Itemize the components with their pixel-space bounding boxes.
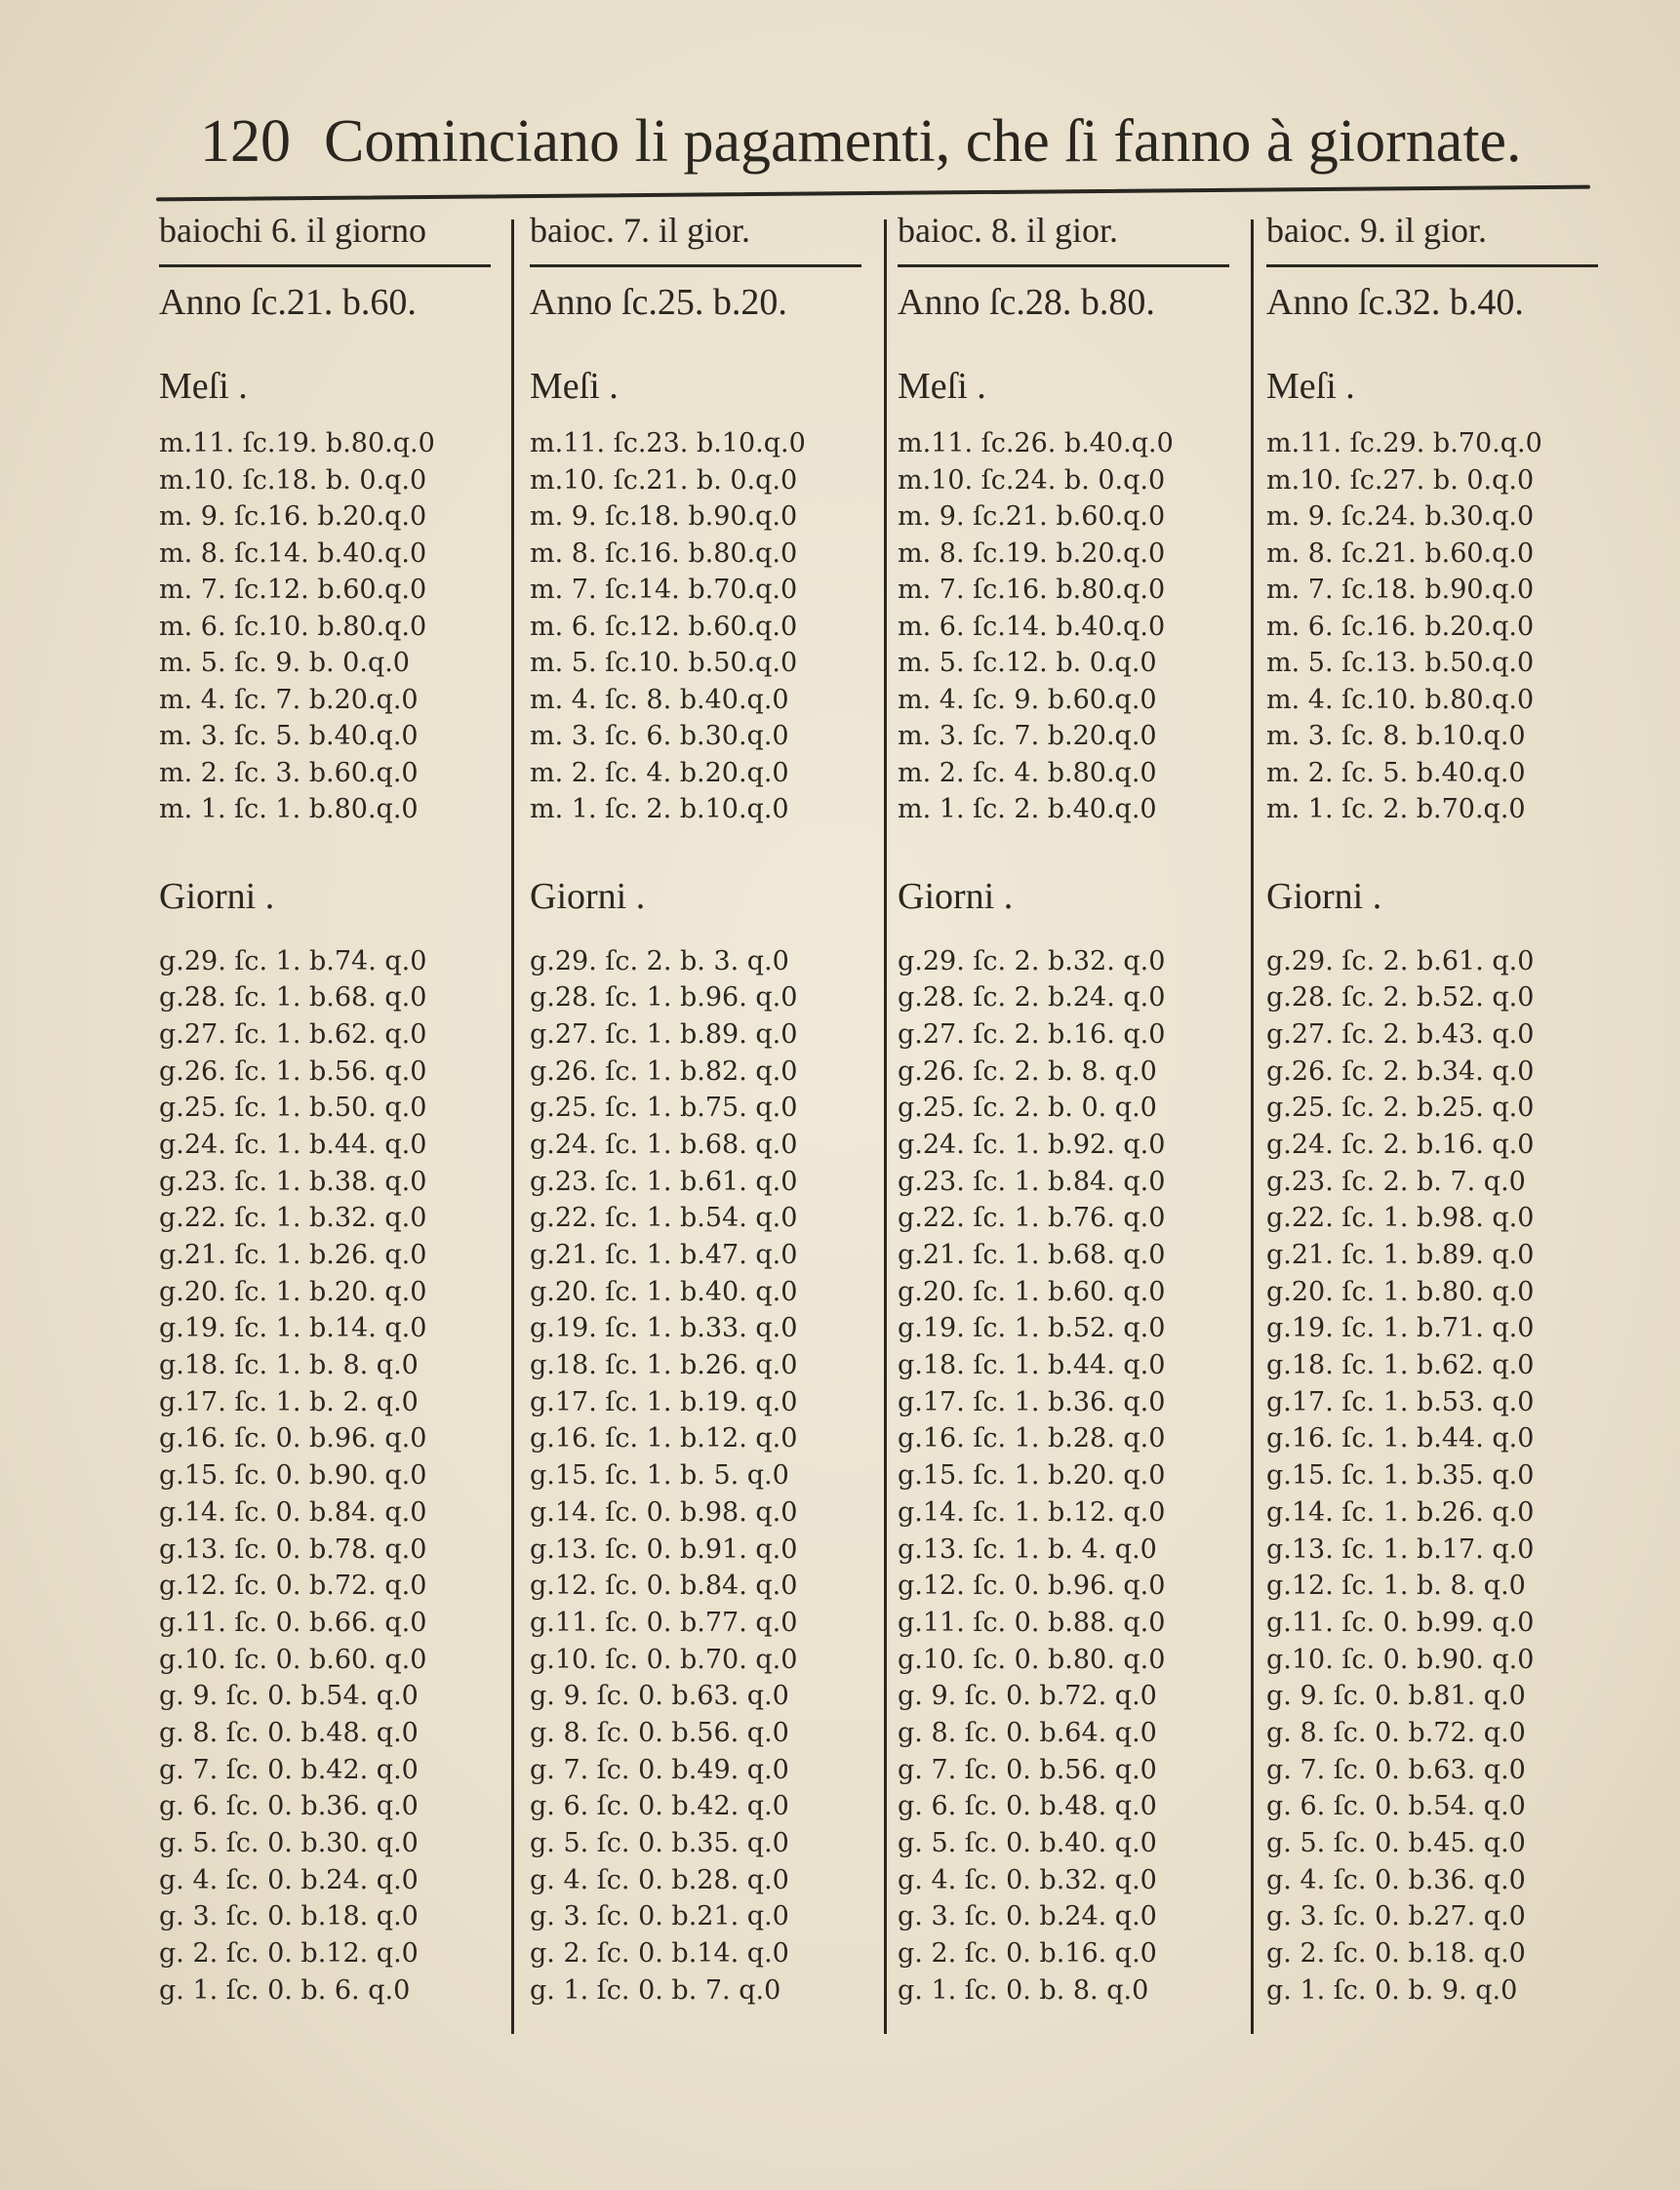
months-label: Meſi . (530, 366, 619, 407)
months-list (898, 425, 1259, 828)
annual-total: Anno ſc.25. b.20. (530, 282, 787, 323)
months-label: Meſi . (1266, 366, 1355, 407)
month-row: m. 7. ſc.14. b.70.q.0 (530, 575, 798, 605)
day-row: g.16. ſc. 0. b.96. q.0 (159, 1423, 427, 1454)
annual-total: Anno ſc.21. b.60. (159, 282, 417, 323)
rate-column (1266, 210, 1627, 2009)
month-row: m. 5. ſc.12. b. 0.q.0 (898, 648, 1157, 678)
column-header: baiochi 6. il giorno (159, 211, 426, 250)
month-row: m.10. ſc.24. b. 0.q.0 (898, 464, 1166, 496)
day-row: g.21. ſc. 1. b.89. q.0 (1266, 1240, 1535, 1270)
day-row: g.15. ſc. 1. b.35. q.0 (1266, 1460, 1535, 1492)
month-row: m.10. ſc.18. b. 0.q.0 (159, 464, 427, 496)
day-row: g. 8. ſc. 0. b.64. q.0 (898, 1717, 1157, 1748)
header-rule (159, 264, 491, 267)
day-row: g.17. ſc. 1. b.36. q.0 (898, 1386, 1166, 1417)
page-title: Cominciano li pagamenti, che ſi fanno à giornate. (324, 108, 1522, 175)
days-list (159, 943, 520, 2010)
month-row: m. 4. ſc. 7. b.20.q.0 (159, 684, 419, 715)
day-row: g.19. ſc. 1. b.52. q.0 (898, 1313, 1166, 1344)
day-row: g.17. ſc. 1. b. 2. q.0 (159, 1386, 419, 1417)
day-row: g.11. ſc. 0. b.77. q.0 (530, 1607, 798, 1638)
day-row: g.19. ſc. 1. b.33. q.0 (530, 1313, 798, 1344)
day-row: g.10. ſc. 0. b.60. q.0 (159, 1644, 427, 1675)
day-row: g.16. ſc. 1. b.28. q.0 (898, 1423, 1166, 1454)
day-row: g.10. ſc. 0. b.70. q.0 (530, 1644, 798, 1675)
day-row: g.29. ſc. 2. b. 3. q.0 (530, 945, 789, 976)
day-row: g. 4. ſc. 0. b.24. q.0 (159, 1864, 419, 1895)
day-row: g. 7. ſc. 0. b.42. q.0 (159, 1754, 419, 1785)
day-row: g.24. ſc. 2. b.16. q.0 (1266, 1129, 1535, 1160)
month-row: m. 9. ſc.16. b.20.q.0 (159, 501, 427, 532)
column-header: baioc. 9. il gior. (1266, 211, 1487, 250)
day-row: g.27. ſc. 1. b.62. q.0 (159, 1018, 427, 1050)
months-list (530, 425, 891, 828)
day-row: g. 6. ſc. 0. b.42. q.0 (530, 1791, 789, 1822)
day-row: g.21. ſc. 1. b.68. q.0 (898, 1240, 1166, 1270)
month-row: m. 2. ſc. 3. b.60.q.0 (159, 757, 419, 788)
month-row: m. 2. ſc. 4. b.20.q.0 (530, 757, 789, 788)
month-row: m. 6. ſc.10. b.80.q.0 (159, 611, 427, 642)
day-row: g. 9. ſc. 0. b.72. q.0 (898, 1681, 1157, 1712)
month-row: m. 3. ſc. 7. b.20.q.0 (898, 721, 1157, 751)
day-row: g.24. ſc. 1. b.44. q.0 (159, 1129, 427, 1160)
day-row: g.16. ſc. 1. b.44. q.0 (1266, 1423, 1535, 1454)
month-row: m. 9. ſc.18. b.90.q.0 (530, 501, 798, 532)
day-row: g.28. ſc. 1. b.96. q.0 (530, 982, 798, 1014)
header-rule (530, 264, 861, 267)
days-list (1266, 943, 1627, 2010)
month-row: m. 7. ſc.16. b.80.q.0 (898, 575, 1166, 605)
day-row: g.13. ſc. 1. b.17. q.0 (1266, 1533, 1535, 1565)
day-row: g. 2. ſc. 0. b.18. q.0 (1266, 1938, 1526, 1970)
days-label: Giorni . (898, 875, 1014, 917)
day-row: g.13. ſc. 0. b.78. q.0 (159, 1533, 427, 1565)
day-row: g.23. ſc. 1. b.84. q.0 (898, 1166, 1166, 1197)
month-row: m. 3. ſc. 6. b.30.q.0 (530, 721, 789, 751)
day-row: g.21. ſc. 1. b.26. q.0 (159, 1240, 427, 1270)
day-row: g. 9. ſc. 0. b.81. q.0 (1266, 1681, 1526, 1712)
day-row: g. 6. ſc. 0. b.36. q.0 (159, 1791, 419, 1822)
month-row: m.10. ſc.27. b. 0.q.0 (1266, 464, 1535, 496)
day-row: g.20. ſc. 1. b.40. q.0 (530, 1276, 798, 1307)
month-row: m. 8. ſc.14. b.40.q.0 (159, 538, 427, 569)
months-label: Meſi . (159, 366, 248, 407)
header-rule (1266, 264, 1598, 267)
day-row: g.26. ſc. 1. b.82. q.0 (530, 1055, 798, 1087)
day-row: g. 3. ſc. 0. b.27. q.0 (1266, 1901, 1526, 1932)
day-row: g. 5. ſc. 0. b.40. q.0 (898, 1828, 1157, 1858)
heading-rule (156, 185, 1590, 202)
day-row: g.16. ſc. 1. b.12. q.0 (530, 1423, 798, 1454)
day-row: g. 6. ſc. 0. b.54. q.0 (1266, 1791, 1526, 1822)
day-row: g.20. ſc. 1. b.60. q.0 (898, 1276, 1166, 1307)
day-row: g.22. ſc. 1. b.54. q.0 (530, 1203, 798, 1234)
months-list (1266, 425, 1627, 828)
day-row: g.26. ſc. 2. b. 8. q.0 (898, 1055, 1157, 1087)
day-row: g.23. ſc. 1. b.61. q.0 (530, 1166, 798, 1197)
day-row: g.14. ſc. 1. b.26. q.0 (1266, 1496, 1535, 1528)
month-row: m.11. ſc.19. b.80.q.0 (159, 428, 435, 458)
day-row: g. 2. ſc. 0. b.12. q.0 (159, 1938, 419, 1970)
day-row: g. 1. ſc. 0. b. 8. q.0 (898, 1974, 1149, 2006)
annual-total: Anno ſc.28. b.80. (898, 282, 1155, 323)
month-row: m. 5. ſc.13. b.50.q.0 (1266, 648, 1535, 678)
day-row: g. 7. ſc. 0. b.56. q.0 (898, 1754, 1157, 1785)
day-row: g.12. ſc. 0. b.72. q.0 (159, 1571, 427, 1602)
day-row: g. 2. ſc. 0. b.16. q.0 (898, 1938, 1157, 1970)
month-row: m. 2. ſc. 5. b.40.q.0 (1266, 757, 1526, 788)
day-row: g.12. ſc. 0. b.96. q.0 (898, 1571, 1166, 1602)
month-row: m. 6. ſc.16. b.20.q.0 (1266, 611, 1535, 642)
month-row: m. 3. ſc. 8. b.10.q.0 (1266, 721, 1526, 751)
day-row: g.24. ſc. 1. b.92. q.0 (898, 1129, 1166, 1160)
month-row: m. 4. ſc. 8. b.40.q.0 (530, 684, 789, 715)
rate-column (898, 210, 1259, 2009)
day-row: g. 3. ſc. 0. b.24. q.0 (898, 1901, 1157, 1932)
month-row: m. 1. ſc. 2. b.70.q.0 (1266, 794, 1526, 824)
month-row: m. 5. ſc.10. b.50.q.0 (530, 648, 798, 678)
month-row: m. 8. ſc.21. b.60.q.0 (1266, 538, 1535, 569)
day-row: g.18. ſc. 1. b.44. q.0 (898, 1350, 1166, 1381)
day-row: g.28. ſc. 2. b.24. q.0 (898, 982, 1166, 1014)
month-row: m. 4. ſc.10. b.80.q.0 (1266, 684, 1535, 715)
day-row: g.25. ſc. 1. b.75. q.0 (530, 1093, 798, 1124)
day-row: g. 7. ſc. 0. b.49. q.0 (530, 1754, 789, 1785)
header-rule (898, 264, 1229, 267)
day-row: g. 8. ſc. 0. b.72. q.0 (1266, 1717, 1526, 1748)
day-row: g.20. ſc. 1. b.80. q.0 (1266, 1276, 1535, 1307)
day-row: g.13. ſc. 0. b.91. q.0 (530, 1533, 798, 1565)
day-row: g.15. ſc. 1. b.20. q.0 (898, 1460, 1166, 1492)
day-row: g. 3. ſc. 0. b.18. q.0 (159, 1901, 419, 1932)
day-row: g.27. ſc. 2. b.16. q.0 (898, 1018, 1166, 1050)
day-row: g. 5. ſc. 0. b.45. q.0 (1266, 1828, 1526, 1858)
month-row: m. 1. ſc. 1. b.80.q.0 (159, 794, 419, 824)
day-row: g.18. ſc. 1. b.62. q.0 (1266, 1350, 1535, 1381)
month-row: m.11. ſc.29. b.70.q.0 (1266, 428, 1542, 458)
day-row: g.13. ſc. 1. b. 4. q.0 (898, 1533, 1157, 1565)
day-row: g. 6. ſc. 0. b.48. q.0 (898, 1791, 1157, 1822)
day-row: g.10. ſc. 0. b.90. q.0 (1266, 1644, 1535, 1675)
day-row: g.12. ſc. 1. b. 8. q.0 (1266, 1571, 1526, 1602)
annual-total: Anno ſc.32. b.40. (1266, 282, 1524, 323)
month-row: m.11. ſc.23. b.10.q.0 (530, 428, 806, 458)
month-row: m. 3. ſc. 5. b.40.q.0 (159, 721, 419, 751)
day-row: g.22. ſc. 1. b.32. q.0 (159, 1203, 427, 1234)
day-row: g. 3. ſc. 0. b.21. q.0 (530, 1901, 789, 1932)
month-row: m. 1. ſc. 2. b.40.q.0 (898, 794, 1157, 824)
month-row: m. 5. ſc. 9. b. 0.q.0 (159, 648, 410, 678)
day-row: g.14. ſc. 0. b.84. q.0 (159, 1496, 427, 1528)
day-row: g.23. ſc. 2. b. 7. q.0 (1266, 1166, 1526, 1197)
day-row: g.11. ſc. 0. b.99. q.0 (1266, 1607, 1535, 1638)
day-row: g.23. ſc. 1. b.38. q.0 (159, 1166, 427, 1197)
day-row: g.29. ſc. 2. b.32. q.0 (898, 945, 1166, 976)
column-header: baioc. 7. il gior. (530, 211, 750, 250)
day-row: g. 4. ſc. 0. b.36. q.0 (1266, 1864, 1526, 1895)
day-row: g. 5. ſc. 0. b.35. q.0 (530, 1828, 789, 1858)
day-row: g.12. ſc. 0. b.84. q.0 (530, 1571, 798, 1602)
day-row: g.29. ſc. 1. b.74. q.0 (159, 945, 427, 976)
day-row: g.19. ſc. 1. b.71. q.0 (1266, 1313, 1535, 1344)
days-label: Giorni . (530, 875, 646, 917)
day-row: g.27. ſc. 1. b.89. q.0 (530, 1018, 798, 1050)
day-row: g.21. ſc. 1. b.47. q.0 (530, 1240, 798, 1270)
day-row: g. 1. ſc. 0. b. 6. q.0 (159, 1974, 411, 2006)
day-row: g.14. ſc. 1. b.12. q.0 (898, 1496, 1166, 1528)
day-row: g.18. ſc. 1. b. 8. q.0 (159, 1350, 419, 1381)
month-row: m.11. ſc.26. b.40.q.0 (898, 428, 1174, 458)
days-label: Giorni . (1266, 875, 1382, 917)
day-row: g. 7. ſc. 0. b.63. q.0 (1266, 1754, 1526, 1785)
month-row: m. 9. ſc.21. b.60.q.0 (898, 501, 1166, 532)
day-row: g.25. ſc. 2. b. 0. q.0 (898, 1093, 1157, 1124)
day-row: g.18. ſc. 1. b.26. q.0 (530, 1350, 798, 1381)
days-label: Giorni . (159, 875, 275, 917)
month-row: m. 4. ſc. 9. b.60.q.0 (898, 684, 1157, 715)
day-row: g.25. ſc. 1. b.50. q.0 (159, 1093, 427, 1124)
months-label: Meſi . (898, 366, 986, 407)
day-row: g. 4. ſc. 0. b.32. q.0 (898, 1864, 1157, 1895)
day-row: g.17. ſc. 1. b.53. q.0 (1266, 1386, 1535, 1417)
day-row: g. 1. ſc. 0. b. 9. q.0 (1266, 1974, 1518, 2006)
day-row: g. 5. ſc. 0. b.30. q.0 (159, 1828, 419, 1858)
day-row: g.19. ſc. 1. b.14. q.0 (159, 1313, 427, 1344)
day-row: g.11. ſc. 0. b.66. q.0 (159, 1607, 427, 1638)
page-number: 120 (200, 108, 291, 175)
month-row: m. 7. ſc.18. b.90.q.0 (1266, 575, 1535, 605)
rate-column (530, 210, 891, 2009)
page-heading (200, 107, 1522, 177)
month-row: m. 1. ſc. 2. b.10.q.0 (530, 794, 789, 824)
month-row: m. 8. ſc.16. b.80.q.0 (530, 538, 798, 569)
month-row: m. 8. ſc.19. b.20.q.0 (898, 538, 1166, 569)
day-row: g.15. ſc. 1. b. 5. q.0 (530, 1460, 789, 1492)
day-row: g.28. ſc. 1. b.68. q.0 (159, 982, 427, 1014)
day-row: g. 9. ſc. 0. b.63. q.0 (530, 1681, 789, 1712)
day-row: g.29. ſc. 2. b.61. q.0 (1266, 945, 1535, 976)
day-row: g. 8. ſc. 0. b.56. q.0 (530, 1717, 789, 1748)
month-row: m. 2. ſc. 4. b.80.q.0 (898, 757, 1157, 788)
day-row: g. 4. ſc. 0. b.28. q.0 (530, 1864, 789, 1895)
day-row: g. 9. ſc. 0. b.54. q.0 (159, 1681, 419, 1712)
day-row: g.25. ſc. 2. b.25. q.0 (1266, 1093, 1535, 1124)
day-row: g.27. ſc. 2. b.43. q.0 (1266, 1018, 1535, 1050)
day-row: g. 1. ſc. 0. b. 7. q.0 (530, 1974, 781, 2006)
days-list (898, 943, 1259, 2010)
day-row: g.10. ſc. 0. b.80. q.0 (898, 1644, 1166, 1675)
day-row: g.17. ſc. 1. b.19. q.0 (530, 1386, 798, 1417)
month-row: m.10. ſc.21. b. 0.q.0 (530, 464, 798, 496)
day-row: g. 8. ſc. 0. b.48. q.0 (159, 1717, 419, 1748)
day-row: g.26. ſc. 2. b.34. q.0 (1266, 1055, 1535, 1087)
day-row: g.15. ſc. 0. b.90. q.0 (159, 1460, 427, 1492)
month-row: m. 6. ſc.14. b.40.q.0 (898, 611, 1166, 642)
month-row: m. 7. ſc.12. b.60.q.0 (159, 575, 427, 605)
day-row: g.14. ſc. 0. b.98. q.0 (530, 1496, 798, 1528)
day-row: g.22. ſc. 1. b.76. q.0 (898, 1203, 1166, 1234)
day-row: g. 2. ſc. 0. b.14. q.0 (530, 1938, 789, 1970)
day-row: g.28. ſc. 2. b.52. q.0 (1266, 982, 1535, 1014)
month-row: m. 6. ſc.12. b.60.q.0 (530, 611, 798, 642)
months-list (159, 425, 520, 828)
day-row: g.24. ſc. 1. b.68. q.0 (530, 1129, 798, 1160)
day-row: g.26. ſc. 1. b.56. q.0 (159, 1055, 427, 1087)
column-header: baioc. 8. il gior. (898, 211, 1118, 250)
rate-column (159, 210, 520, 2009)
days-list (530, 943, 891, 2010)
day-row: g.20. ſc. 1. b.20. q.0 (159, 1276, 427, 1307)
day-row: g.22. ſc. 1. b.98. q.0 (1266, 1203, 1535, 1234)
month-row: m. 9. ſc.24. b.30.q.0 (1266, 501, 1535, 532)
day-row: g.11. ſc. 0. b.88. q.0 (898, 1607, 1166, 1638)
